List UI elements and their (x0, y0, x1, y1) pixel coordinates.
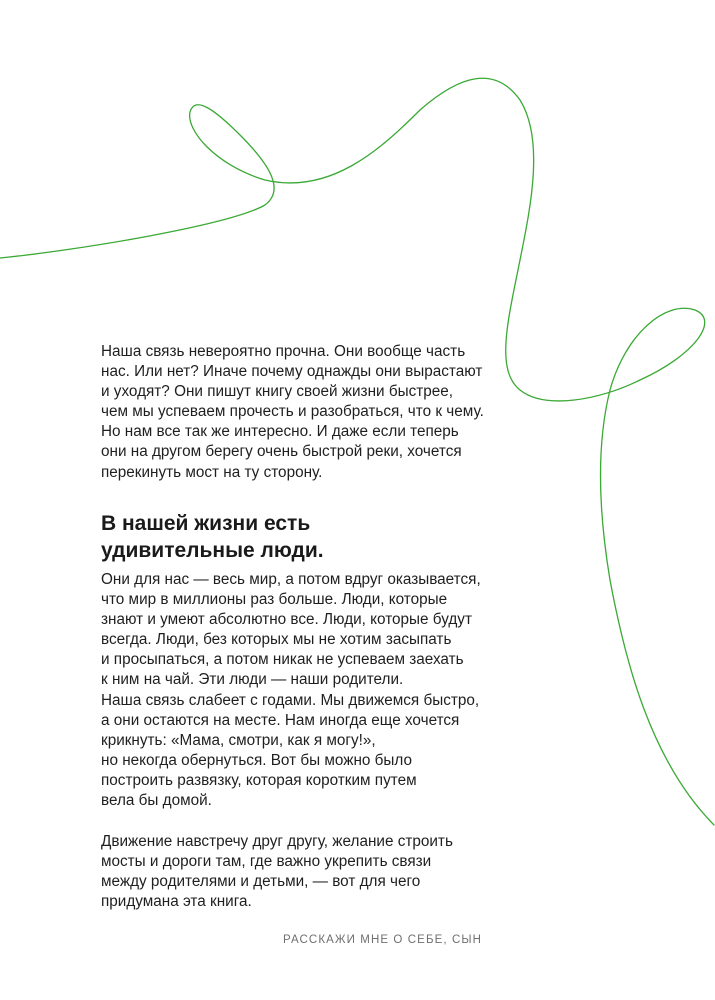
text-line: и просыпаться, а потом никак не успеваем заехать (101, 651, 464, 669)
heading-line: удивительные люди. (101, 539, 324, 562)
text-line: нас. Или нет? Иначе почему однажды они вырастают (101, 363, 483, 381)
text-line: но некогда обернуться. Вот бы можно было (101, 751, 413, 769)
text-line: перекинуть мост на ту сторону. (101, 463, 323, 481)
text-line: Наша связь невероятно прочна. Они вообще часть (101, 343, 466, 360)
text-line: всегда. Люди, без которых мы не хотим засыпать (101, 631, 452, 649)
text-line: к ним на чай. Эти люди — наши родители. (101, 671, 404, 689)
text-line: знают и умеют абсолютно все. Люди, которые будут (101, 611, 472, 629)
text-line: вела бы домой. (101, 792, 212, 810)
text-line: и уходят? Они пишут книгу своей жизни быстрее, (101, 383, 453, 401)
text-line: построить развязку, которая коротким путем (101, 771, 417, 789)
text-line: они на другом берегу очень быстрой реки, хочется (101, 443, 462, 461)
intro-paragraph (101, 342, 484, 483)
running-footer: РАССКАЖИ МНЕ О СЕБЕ, СЫН (283, 934, 483, 946)
body-paragraph (101, 570, 481, 811)
closing-paragraph (101, 832, 453, 912)
text-line: между родителями и детьми, — вот для чего (101, 873, 421, 891)
text-line: мосты и дороги там, где важно укрепить связи (101, 853, 432, 871)
text-line: Но нам все так же интересно. И даже если теперь (101, 423, 459, 441)
text-line: крикнуть: «Мама, смотри, как я могу!», (101, 731, 376, 749)
text-line: а они остаются на месте. Нам иногда еще хочется (101, 711, 460, 729)
section-heading (101, 510, 324, 564)
text-line: Они для нас — весь мир, а потом вдруг оказывается, (101, 571, 481, 588)
text-line: Движение навстречу друг другу, желание строить (101, 833, 453, 850)
text-line: придумана эта книга. (101, 893, 252, 911)
text-line: Наша связь слабеет с годами. Мы движемся быстро, (101, 691, 480, 709)
text-line: что мир в миллионы раз больше. Люди, которые (101, 591, 448, 609)
text-line: чем мы успеваем прочесть и разобраться, что к чему. (101, 403, 484, 421)
heading-line: В нашей жизни есть (101, 512, 311, 535)
